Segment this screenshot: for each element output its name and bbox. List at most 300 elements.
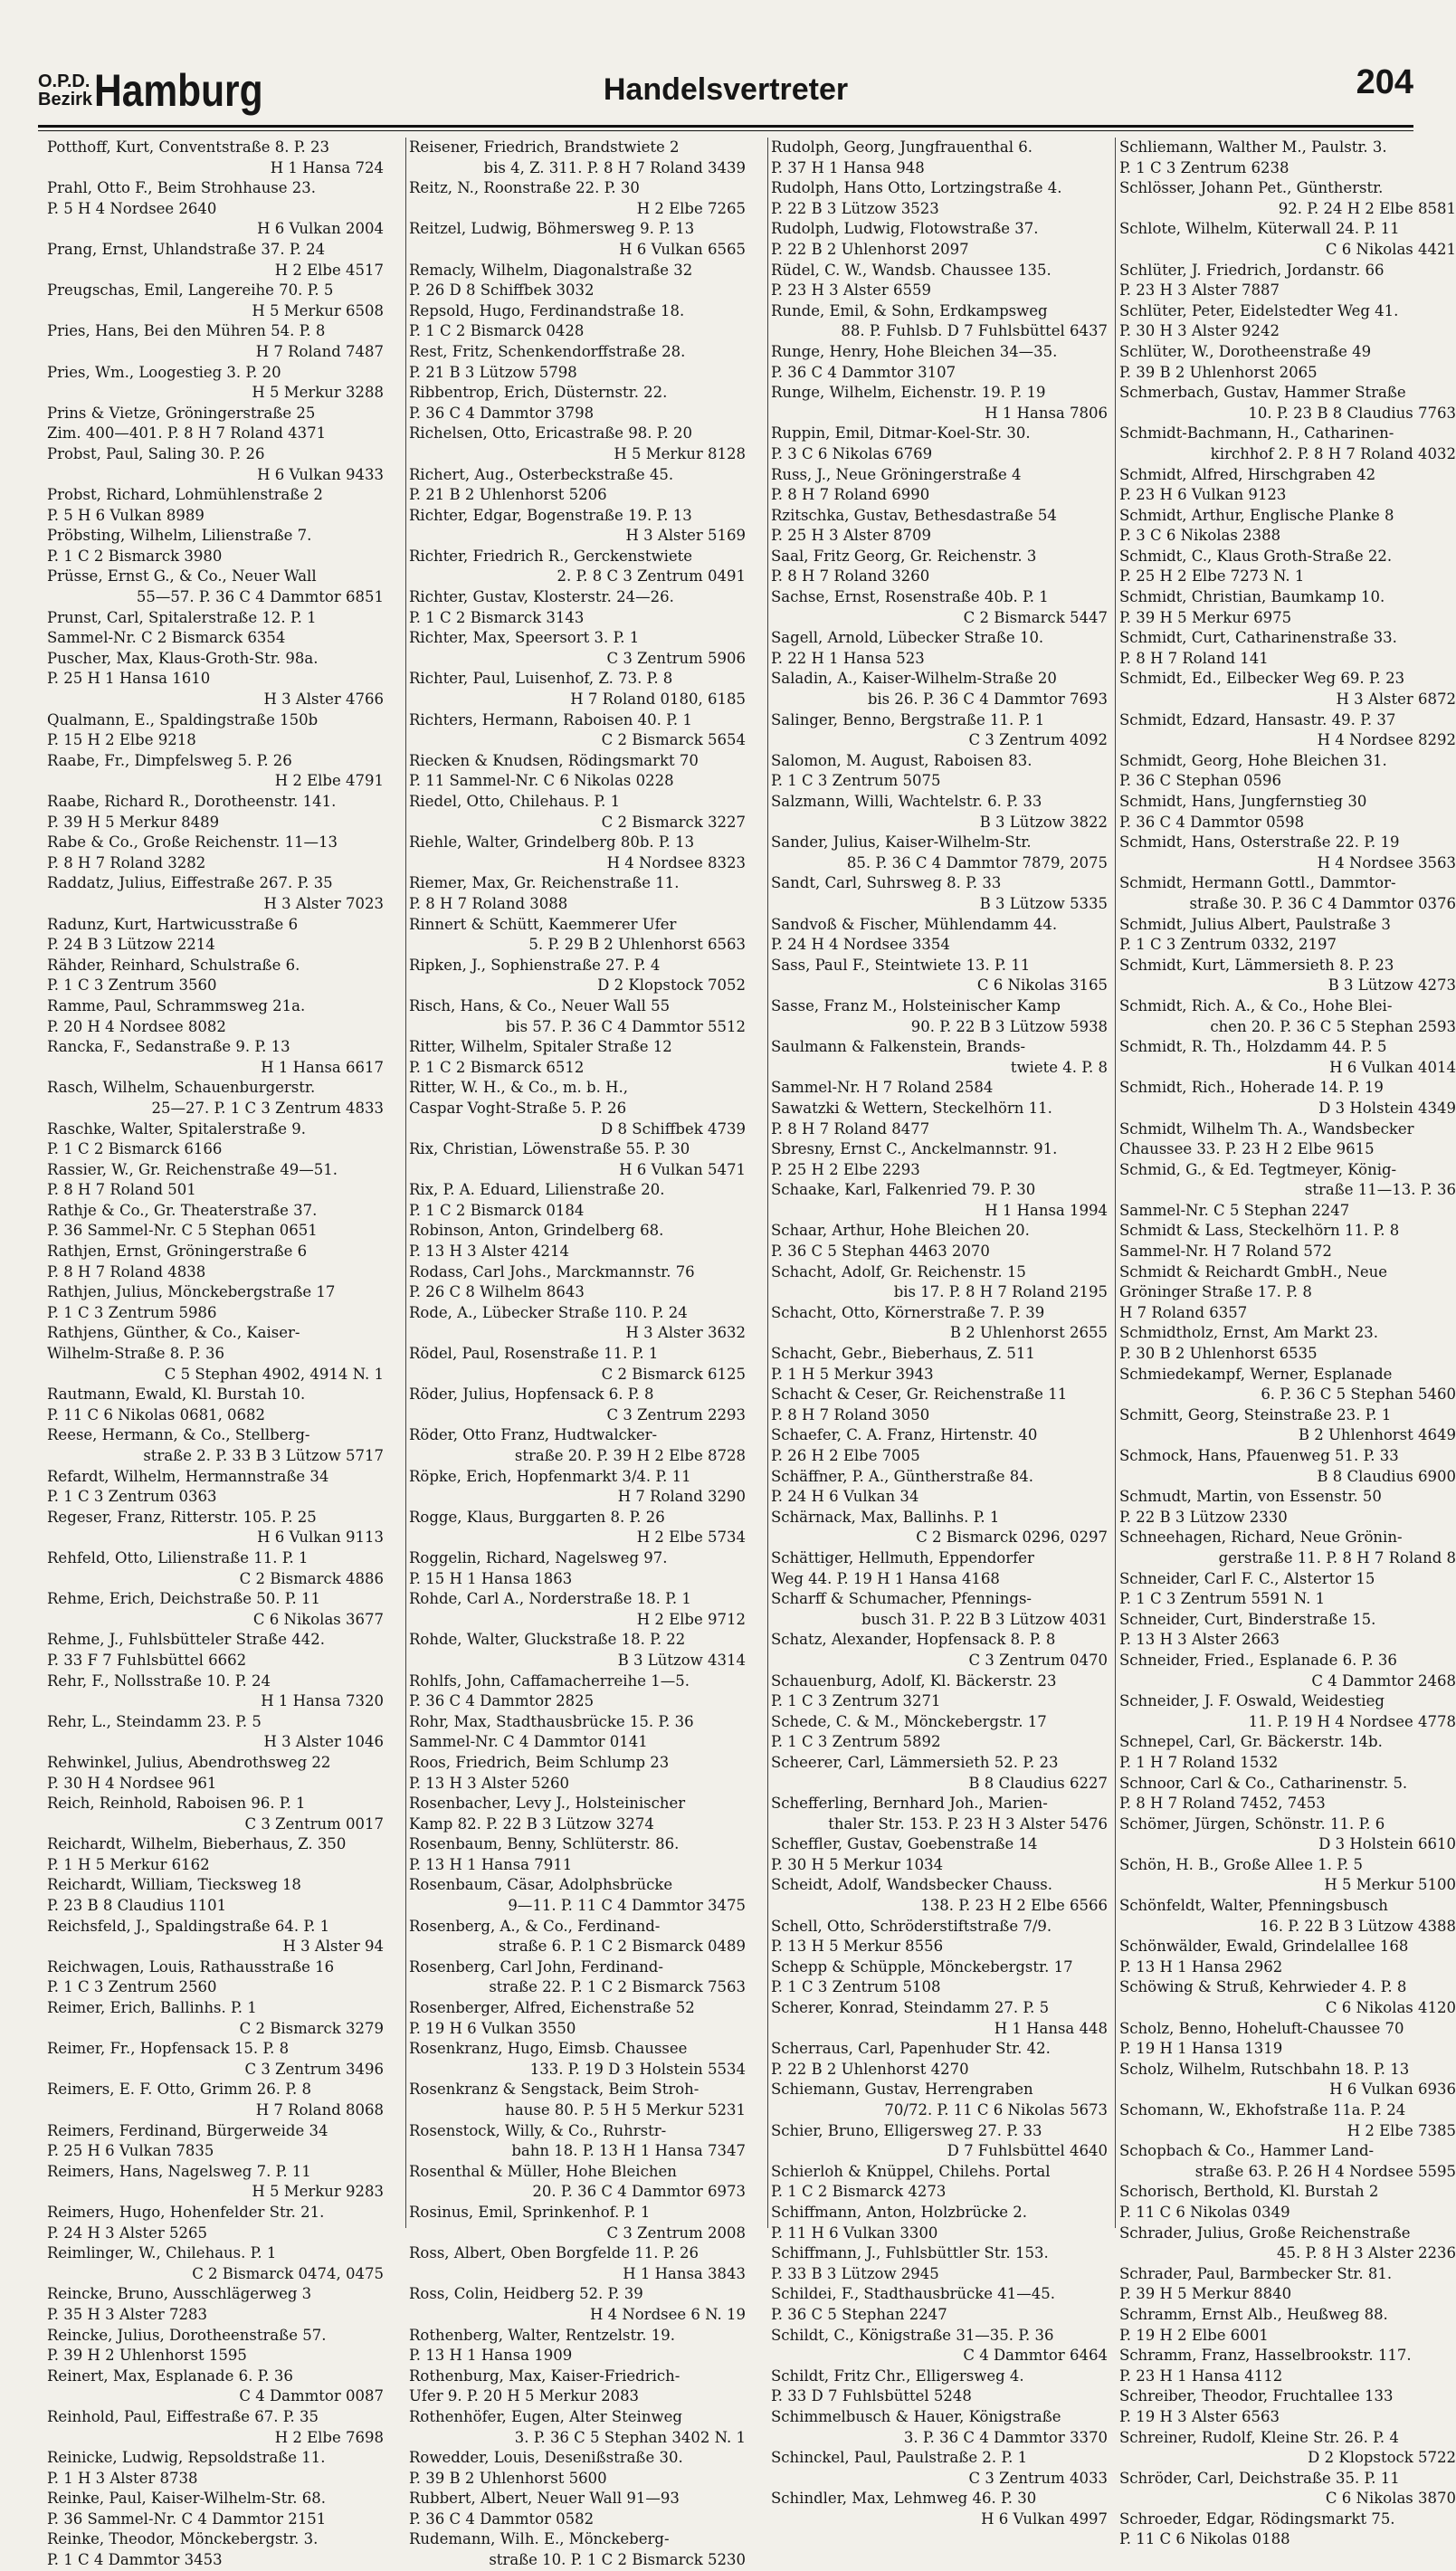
directory-columns [47, 138, 1456, 2569]
entry-name-line: Schmidt, Curt, Catharinenstraße 33. [1119, 629, 1397, 647]
entry-name-line: Rinnert & Schütt, Kaemmerer Ufer [409, 915, 677, 933]
entry-detail-line: P. 23 B 8 Claudius 1101 [47, 1897, 227, 1915]
entry-name-line: Schmudt, Martin, von Essenstr. 50 [1119, 1488, 1382, 1506]
directory-entry [409, 261, 746, 301]
entry-name-line: Pröbsting, Wilhelm, Lilienstraße 7. [47, 527, 312, 545]
entry-detail-line: P. 39 B 2 Uhlenhorst 5600 [409, 2469, 607, 2487]
directory-entry [1119, 261, 1456, 301]
entry-detail-line: P. 19 H 3 Alster 6563 [1119, 2407, 1280, 2425]
entry-name-line: Rosenberger, Alfred, Eichenstraße 52 [409, 1999, 695, 2017]
directory-entry [771, 178, 1108, 219]
directory-entry [1119, 710, 1456, 751]
directory-entry [47, 751, 384, 792]
entry-detail-line: P. 13 H 1 Hansa 2962 [1119, 1957, 1283, 1976]
entry-detail-line: B 8 Claudius 6900 [1317, 1467, 1456, 1485]
directory-entry [409, 751, 746, 792]
entry-detail-line: P. 13 H 1 Hansa 1909 [409, 2347, 573, 2365]
entry-name-line: Reitz, N., Roonstraße 22. P. 30 [409, 179, 640, 197]
entry-detail-line: 88. P. Fuhlsb. D 7 Fuhlsbüttel 6437 [841, 322, 1108, 340]
entry-detail-line: C 2 Bismarck 0474, 0475 [192, 2264, 384, 2282]
entry-detail-line: P. 15 H 2 Elbe 9218 [47, 731, 196, 749]
entry-name-line: Rosenbaum, Cäsar, Adolphsbrücke [409, 1876, 673, 1894]
entry-name-line: Reinke, Paul, Kaiser-Wilhelm-Str. 68. [47, 2490, 327, 2508]
directory-entry [409, 1037, 746, 1078]
directory-entry [47, 833, 384, 873]
entry-detail-line: P. 8 H 7 Roland 3050 [771, 1405, 930, 1424]
entry-name-line: Preugschas, Emil, Langereihe 70. P. 5 [47, 281, 334, 300]
directory-entry [1119, 873, 1456, 914]
entry-detail-line: P. 39 H 5 Merkur 8489 [47, 813, 220, 831]
entry-detail-line: H 5 Merkur 3288 [252, 384, 384, 402]
entry-name-line: Reichardt, William, Tiecksweg 18 [47, 1876, 301, 1894]
entry-name-line: Schättiger, Hellmuth, Eppendorfer [771, 1548, 1034, 1566]
directory-entry [47, 1630, 384, 1671]
directory-entry [47, 1282, 384, 1323]
entry-name-line: Rathjen, Julius, Mönckebergstraße 17 [47, 1283, 336, 1301]
entry-detail-line: twiete 4. P. 8 [1010, 1058, 1108, 1076]
directory-entry [1119, 1037, 1456, 1078]
entry-detail-line: P. 22 B 2 Uhlenhorst 4270 [771, 2060, 969, 2078]
directory-entry [409, 1998, 746, 2039]
directory-entry [771, 1671, 1108, 1712]
entry-detail-line: straße 22. P. 1 C 2 Bismarck 7563 [489, 1978, 746, 1996]
entry-detail-line: B 3 Lützow 5335 [979, 894, 1108, 912]
entry-detail-line: Weg 44. P. 19 H 1 Hansa 4168 [771, 1569, 1000, 1587]
header-rule [38, 125, 1413, 131]
entry-name-line: Rabe & Co., Große Reichenstr. 11—13 [47, 833, 338, 852]
directory-entry [771, 1630, 1108, 1671]
directory-entry [409, 2284, 746, 2325]
directory-entry [1119, 669, 1456, 709]
entry-detail-line: thaler Str. 153. P. 23 H 3 Alster 5476 [828, 1814, 1108, 1833]
directory-column-3 [771, 138, 1108, 2528]
entry-detail-line: P. 33 B 3 Lützow 2945 [771, 2264, 939, 2282]
entry-detail-line: P. 13 H 3 Alster 4214 [409, 1243, 570, 1261]
entry-name-line: Schmidt, Hermann Gottl., Dammtor- [1119, 874, 1396, 892]
directory-entry [409, 2121, 746, 2162]
directory-entry [1119, 1610, 1456, 1651]
entry-detail-line: P. 11 C 6 Nikolas 0681, 0682 [47, 1405, 266, 1424]
directory-entry [1119, 792, 1456, 833]
directory-entry [1119, 2509, 1456, 2550]
directory-entry [47, 1242, 384, 1282]
entry-name-line: Salzmann, Willi, Wachtelstr. 6. P. 33 [771, 793, 1042, 810]
entry-detail-line: P. 26 C 8 Wilhelm 8643 [409, 1283, 585, 1301]
directory-entry [1119, 1814, 1456, 1855]
directory-entry [1119, 1977, 1456, 2018]
directory-entry [409, 547, 746, 587]
directory-entry [1119, 1732, 1456, 1773]
entry-detail-line: P. 26 H 2 Elbe 7005 [771, 1447, 920, 1464]
entry-name-line: Schacht & Ceser, Gr. Reichenstraße 11 [771, 1385, 1068, 1404]
directory-entry [47, 1548, 384, 1589]
directory-entry [409, 424, 746, 464]
directory-entry [47, 2489, 384, 2529]
entry-detail-line: H 1 Hansa 3843 [623, 2264, 746, 2282]
entry-name-line: Richter, Edgar, Bogenstraße 19. P. 13 [409, 506, 692, 524]
entry-detail-line: Sammel-Nr. H 7 Roland 2584 [771, 1079, 994, 1097]
entry-name-line: Sander, Julius, Kaiser-Wilhelm-Str. [771, 833, 1032, 852]
entry-name-line: Qualmann, E., Spaldingstraße 150b [47, 710, 319, 728]
entry-name-line: Schramm, Franz, Hasselbrookstr. 117. [1119, 2347, 1412, 2365]
directory-entry [771, 261, 1108, 301]
entry-name-line: Schiffmann, Anton, Holzbrücke 2. [771, 2203, 1027, 2221]
entry-detail-line: C 2 Bismarck 6125 [601, 1365, 746, 1383]
entry-detail-line: P. 1 H 7 Roland 1532 [1119, 1753, 1279, 1771]
entry-name-line: Reimers, Hans, Nagelsweg 7. P. 11 [47, 2162, 311, 2180]
entry-detail-line: P. 8 H 7 Roland 7452, 7453 [1119, 1795, 1326, 1813]
entry-name-line: Reimer, Fr., Hopfensack 15. P. 8 [47, 2040, 290, 2058]
directory-entry [771, 1875, 1108, 1916]
entry-detail-line: P. 39 H 2 Uhlenhorst 1595 [47, 2347, 247, 2365]
directory-entry [409, 2489, 746, 2529]
entry-name-line: Scholz, Benno, Hoheluft-Chaussee 70 [1119, 2019, 1404, 2037]
entry-detail-line: P. 1 C 2 Bismarck 0184 [409, 1201, 585, 1219]
entry-detail-line: C 3 Zentrum 4092 [968, 731, 1108, 749]
entry-detail-line: H 4 Nordsee 6 N. 19 [589, 2305, 746, 2323]
entry-detail-line: P. 8 H 7 Roland 8477 [771, 1119, 930, 1138]
entry-detail-line: P. 8 H 7 Roland 3088 [409, 894, 568, 912]
directory-entry [771, 996, 1108, 1037]
entry-detail-line: 20. P. 36 C 4 Dammtor 6973 [532, 2183, 746, 2201]
entry-detail-line: D 3 Holstein 4349 [1318, 1099, 1456, 1117]
entry-detail-line: P. 23 H 3 Alster 7887 [1119, 281, 1280, 300]
entry-name-line: Schliemann, Walther M., Paulstr. 3. [1119, 138, 1387, 156]
entry-name-line: Schneider, J. F. Oswald, Weidestieg [1119, 1692, 1385, 1710]
directory-entry [409, 138, 746, 178]
entry-name-line: Sawatzki & Wettern, Steckelhörn 11. [771, 1099, 1052, 1117]
directory-entry [1119, 833, 1456, 873]
directory-entry [409, 2407, 746, 2448]
directory-entry [771, 956, 1108, 996]
directory-entry [1119, 915, 1456, 956]
entry-name-line: H 7 Roland 6357 [1119, 1303, 1248, 1321]
entry-detail-line: D 3 Holstein 6610 [1318, 1835, 1456, 1853]
directory-entry [1119, 1119, 1456, 1160]
entry-name-line: Schindler, Max, Lehmweg 46. P. 30 [771, 2490, 1037, 2508]
entry-name-line: Puscher, Max, Klaus-Groth-Str. 98a. [47, 649, 319, 667]
directory-entry [1119, 2141, 1456, 2182]
directory-entry [771, 1712, 1108, 1753]
entry-detail-line: C 6 Nikolas 4421 [1325, 240, 1456, 258]
directory-entry [47, 404, 384, 444]
entry-detail-line: P. 24 B 3 Lützow 2214 [47, 936, 215, 954]
entry-name-line: Raabe, Fr., Dimpfelsweg 5. P. 26 [47, 751, 292, 769]
directory-entry [771, 792, 1108, 833]
directory-entry [1119, 1569, 1456, 1610]
entry-detail-line: C 3 Zentrum 2008 [606, 2223, 746, 2242]
entry-detail-line: C 2 Bismarck 3279 [239, 2019, 384, 2037]
entry-detail-line: H 5 Merkur 6508 [252, 301, 384, 319]
entry-name-line: Schmidt, Julius Albert, Paulstraße 3 [1119, 915, 1391, 933]
entry-detail-line: 3. P. 36 C 5 Stephan 3402 N. 1 [514, 2428, 746, 2446]
entry-name-line: Schreiber, Theodor, Fruchtallee 133 [1119, 2387, 1394, 2405]
entry-name-line: Prins & Vietze, Gröningerstraße 25 [47, 404, 316, 422]
directory-entry [409, 1078, 746, 1139]
entry-detail-line: P. 33 F 7 Fuhlsbüttel 6662 [47, 1651, 247, 1669]
entry-detail-line: P. 23 H 1 Hansa 4112 [1119, 2366, 1283, 2385]
entry-detail-line: P. 1 C 2 Bismarck 3143 [409, 608, 585, 626]
directory-entry [47, 1794, 384, 1834]
directory-entry [409, 1180, 746, 1221]
entry-detail-line: C 6 Nikolas 3870 [1325, 2490, 1456, 2508]
entry-name-line: Rosinus, Emil, Sprinkenhof. P. 1 [409, 2203, 651, 2221]
directory-entry [1119, 2223, 1456, 2264]
entry-name-line: Schiemann, Gustav, Herrengraben [771, 2081, 1033, 2099]
directory-entry [47, 1712, 384, 1753]
entry-detail-line: P. 24 H 3 Alster 5265 [47, 2223, 208, 2242]
directory-entry [771, 506, 1108, 547]
directory-entry [409, 1139, 746, 1180]
entry-detail-line: 45. P. 8 H 3 Alster 2236 [1276, 2244, 1456, 2262]
directory-entry [409, 2326, 746, 2366]
directory-entry [47, 1957, 384, 1998]
directory-entry [47, 2529, 384, 2570]
entry-name-line: Runge, Wilhelm, Eichenstr. 19. P. 19 [771, 384, 1046, 402]
entry-name-line: Rähder, Reinhard, Schulstraße 6. [47, 956, 300, 974]
entry-name-line: Sachse, Ernst, Rosenstraße 40b. P. 1 [771, 588, 1049, 606]
directory-entry [771, 1508, 1108, 1548]
entry-detail-line: P. 1 C 2 Bismarck 6166 [47, 1140, 223, 1158]
entry-name-line: Scheerer, Carl, Lämmersieth 52. P. 23 [771, 1753, 1059, 1771]
entry-name-line: Richters, Hermann, Raboisen 40. P. 1 [409, 710, 692, 728]
directory-entry [409, 1957, 746, 1998]
entry-name-line: Sandt, Carl, Suhrsweg 8. P. 33 [771, 874, 1002, 892]
directory-entry [47, 1425, 384, 1466]
entry-detail-line: P. 36 C 4 Dammtor 2825 [409, 1692, 595, 1710]
entry-detail-line: P. 1 C 3 Zentrum 0332, 2197 [1119, 936, 1337, 954]
entry-detail-line: P. 36 Sammel-Nr. C 5 Stephan 0651 [47, 1222, 318, 1240]
entry-name-line: Schmidt, Christian, Baumkamp 10. [1119, 588, 1385, 606]
entry-detail-line: H 6 Vulkan 4997 [981, 2509, 1108, 2528]
directory-entry [47, 1834, 384, 1875]
entry-name-line: Schmidt, Hans, Jungfernstieg 30 [1119, 793, 1367, 810]
directory-entry [1119, 2100, 1456, 2141]
entry-name-line: Schopbach & Co., Hammer Land- [1119, 2142, 1375, 2160]
directory-entry [1119, 2060, 1456, 2100]
entry-name-line: Sammel-Nr. C 5 Stephan 2247 [1119, 1201, 1350, 1219]
directory-entry [47, 710, 384, 751]
entry-name-line: Scherer, Konrad, Steindamm 27. P. 5 [771, 1999, 1050, 2017]
entry-detail-line: C 3 Zentrum 0470 [968, 1651, 1108, 1669]
entry-detail-line: P. 36 C 4 Dammtor 3107 [771, 363, 956, 381]
directory-entry [771, 1139, 1108, 1180]
entry-name-line: Runde, Emil, & Sohn, Erdkampsweg [771, 301, 1048, 319]
entry-name-line: Reimer, Erich, Ballinhs. P. 1 [47, 1999, 257, 2017]
entry-name-line: Rohlfs, John, Caffamacherreihe 1—5. [409, 1671, 690, 1690]
entry-detail-line: straße 30. P. 36 C 4 Dammtor 0376 [1189, 894, 1456, 912]
entry-name-line: Rehme, Erich, Deichstraße 50. P. 11 [47, 1590, 321, 1608]
entry-detail-line: P. 13 H 3 Alster 2663 [1119, 1631, 1280, 1649]
directory-entry [771, 2284, 1108, 2325]
directory-entry [47, 1078, 384, 1119]
directory-entry [409, 996, 746, 1037]
entry-detail-line: H 6 Vulkan 4014 [1329, 1058, 1456, 1076]
entry-name-line: Rothenburg, Max, Kaiser-Friedrich- [409, 2366, 680, 2385]
entry-detail-line: C 2 Bismarck 4886 [239, 1569, 384, 1587]
entry-name-line: Schönwälder, Ewald, Grindelallee 168 [1119, 1938, 1409, 1956]
directory-entry [47, 792, 384, 833]
entry-detail-line: P. 8 H 7 Roland 141 [1119, 649, 1269, 667]
directory-entry [1119, 1937, 1456, 1977]
entry-detail-line: Sammel-Nr. C 4 Dammtor 0141 [409, 1733, 648, 1751]
entry-name-line: Schnoor, Carl & Co., Catharinenstr. 5. [1119, 1774, 1408, 1792]
entry-name-line: Schmidt, Edzard, Hansastr. 49. P. 37 [1119, 710, 1396, 728]
directory-entry [771, 1957, 1108, 1998]
directory-entry [47, 2284, 384, 2325]
entry-detail-line: P. 11 Sammel-Nr. C 6 Nikolas 0228 [409, 772, 674, 790]
entry-name-line: Reinke, Theodor, Mönckebergstr. 3. [47, 2530, 319, 2548]
entry-detail-line: C 3 Zentrum 0017 [244, 1814, 384, 1833]
entry-name-line: Schramm, Ernst Alb., Heußweg 88. [1119, 2305, 1388, 2323]
entry-name-line: Robinson, Anton, Grindelberg 68. [409, 1222, 664, 1240]
entry-detail-line: 11. P. 19 H 4 Nordsee 4778 [1248, 1712, 1456, 1730]
entry-name-line: Reincke, Bruno, Ausschlägerweg 3 [47, 2285, 312, 2303]
directory-entry [47, 1753, 384, 1794]
directory-entry [1119, 1262, 1456, 1303]
entry-detail-line: P. 30 H 3 Alster 9242 [1119, 322, 1280, 340]
entry-name-line: Saladin, A., Kaiser-Wilhelm-Straße 20 [771, 670, 1057, 688]
directory-entry [47, 138, 384, 178]
entry-detail-line: H 1 Hansa 7320 [261, 1692, 384, 1710]
entry-name-line: Rothenberg, Walter, Rentzelstr. 19. [409, 2326, 675, 2344]
directory-entry [47, 2080, 384, 2120]
entry-name-line: Schmidt, C., Klaus Groth-Straße 22. [1119, 547, 1393, 565]
entry-name-line: Schimmelbusch & Hauer, Königstraße [771, 2407, 1061, 2425]
directory-entry [47, 649, 384, 710]
directory-entry [409, 1834, 746, 1875]
entry-detail-line: P. 26 D 8 Schiffbek 3032 [409, 281, 595, 300]
entry-detail-line: P. 1 C 3 Zentrum 5075 [771, 772, 941, 790]
entry-detail-line: 138. P. 23 H 2 Elbe 6566 [920, 1897, 1108, 1915]
directory-entry [1119, 1221, 1456, 1262]
entry-detail-line: H 7 Roland 7487 [255, 342, 384, 360]
directory-entry [47, 240, 384, 281]
entry-detail-line: P. 1 C 3 Zentrum 3271 [771, 1692, 941, 1710]
entry-name-line: Rehr, F., Nollsstraße 10. P. 24 [47, 1671, 271, 1690]
directory-entry [771, 2162, 1108, 2203]
entry-name-line: Schömer, Jürgen, Schönstr. 11. P. 6 [1119, 1814, 1385, 1833]
entry-detail-line: straße 11—13. P. 36 [1304, 1181, 1456, 1199]
entry-detail-line: H 1 Hansa 6617 [261, 1058, 384, 1076]
entry-detail-line: H 5 Merkur 8128 [614, 444, 746, 462]
directory-entry [1119, 2386, 1456, 2427]
entry-detail-line: straße 2. P. 33 B 3 Lützow 5717 [143, 1447, 384, 1464]
directory-entry [1119, 1446, 1456, 1487]
directory-entry [47, 567, 384, 607]
entry-detail-line: 85. P. 36 C 4 Dammtor 7879, 2075 [846, 853, 1108, 871]
page-number: 204 [1356, 63, 1413, 101]
directory-entry [47, 1323, 384, 1385]
entry-detail-line: P. 24 H 4 Nordsee 3354 [771, 936, 950, 954]
opd-label: O.P.D. [38, 71, 90, 91]
directory-entry [409, 2366, 746, 2407]
entry-name-line: Schroeder, Edgar, Rödingsmarkt 75. [1119, 2509, 1395, 2528]
entry-detail-line: P. 36 Sammel-Nr. C 4 Dammtor 2151 [47, 2509, 327, 2528]
entry-name-line: Rehfeld, Otto, Lilienstraße 11. P. 1 [47, 1548, 309, 1566]
directory-entry [1119, 2264, 1456, 2305]
directory-entry [47, 1917, 384, 1957]
entry-name-line: Richelsen, Otto, Ericastraße 98. P. 20 [409, 424, 693, 443]
directory-entry [409, 1794, 746, 1834]
directory-entry [409, 1589, 746, 1630]
entry-detail-line: P. 19 H 1 Hansa 1319 [1119, 2040, 1283, 2058]
directory-entry [1119, 1303, 1456, 1324]
entry-name-line: Risch, Hans, & Co., Neuer Wall 55 [409, 996, 671, 1014]
directory-entry [771, 1589, 1108, 1630]
directory-entry [771, 547, 1108, 587]
directory-entry [771, 1834, 1108, 1875]
entry-name-line: Schatz, Alexander, Hopfensack 8. P. 8 [771, 1631, 1056, 1649]
directory-column-2 [409, 138, 746, 2569]
entry-name-line: Reitzel, Ludwig, Böhmersweg 9. P. 13 [409, 220, 695, 238]
directory-entry [771, 710, 1108, 751]
entry-name-line: Prüsse, Ernst G., & Co., Neuer Wall [47, 567, 317, 586]
directory-entry [409, 628, 746, 669]
entry-name-line: Scholz, Wilhelm, Rutschbahn 18. P. 13 [1119, 2060, 1410, 2078]
entry-detail-line: P. 8 H 7 Roland 3260 [771, 567, 930, 586]
directory-entry [771, 873, 1108, 914]
entry-name-line: Schmid, G., & Ed. Tegtmeyer, König- [1119, 1160, 1397, 1178]
entry-name-line: Schefferling, Bernhard Joh., Marien- [771, 1795, 1048, 1813]
directory-entry [1119, 2305, 1456, 2346]
directory-entry [771, 1180, 1108, 1221]
entry-detail-line: P. 20 H 4 Nordsee 8082 [47, 1017, 226, 1035]
directory-entry [771, 1344, 1108, 1385]
directory-entry [1119, 424, 1456, 464]
entry-name-line: Schacht, Gebr., Bieberhaus, Z. 511 [771, 1345, 1035, 1363]
entry-name-line: Schmidt, Hans, Osterstraße 22. P. 19 [1119, 833, 1400, 852]
entry-detail-line: 25—27. P. 1 C 3 Zentrum 4833 [151, 1099, 384, 1117]
directory-entry [409, 2080, 746, 2120]
entry-detail-line: H 5 Merkur 9283 [252, 2183, 384, 2201]
entry-name-line: Schöwing & Struß, Kehrwieder 4. P. 8 [1119, 1978, 1407, 1996]
entry-detail-line: P. 25 H 2 Elbe 7273 N. 1 [1119, 567, 1305, 586]
entry-name-line: Rudolph, Ludwig, Flotowstraße 37. [771, 220, 1039, 238]
entry-detail-line: P. 1 C 3 Zentrum 5892 [771, 1733, 941, 1751]
entry-detail-line: P. 3 C 6 Nikolas 2388 [1119, 527, 1281, 545]
entry-name-line: Rosenkranz & Sengstack, Beim Stroh- [409, 2081, 699, 2099]
entry-name-line: Schönfeldt, Walter, Pfenningsbusch [1119, 1897, 1388, 1915]
directory-entry [409, 1221, 746, 1262]
directory-entry [1119, 1528, 1456, 1568]
directory-entry [1119, 1855, 1456, 1896]
directory-entry [771, 2489, 1108, 2529]
entry-detail-line: bis 57. P. 36 C 4 Dammtor 5512 [505, 1017, 746, 1035]
entry-detail-line: H 1 Hansa 724 [270, 158, 384, 176]
entry-detail-line: H 7 Roland 8068 [255, 2101, 384, 2119]
entry-name-line: Reinhold, Paul, Eiffestraße 67. P. 35 [47, 2407, 319, 2425]
entry-name-line: Ritter, W. H., & Co., m. b. H., [409, 1079, 628, 1097]
entry-name-line: Probst, Richard, Lohmühlenstraße 2 [47, 486, 323, 504]
entry-name-line: Reimers, Hugo, Hohenfelder Str. 21. [47, 2203, 325, 2221]
entry-detail-line: bis 17. P. 8 H 7 Roland 2195 [893, 1283, 1108, 1301]
entry-detail-line: H 2 Elbe 4791 [274, 772, 384, 790]
entry-detail-line: 16. P. 22 B 3 Lützow 4388 [1259, 1917, 1456, 1935]
entry-name-line: Sass, Paul F., Steintwiete 13. P. 11 [771, 956, 1031, 974]
entry-name-line: Schell, Otto, Schröderstiftstraße 7/9. [771, 1917, 1052, 1935]
entry-detail-line: P. 25 H 1 Hansa 1610 [47, 670, 211, 688]
entry-detail-line: Caspar Voght-Straße 5. P. 26 [409, 1099, 627, 1117]
entry-detail-line: P. 21 B 2 Uhlenhorst 5206 [409, 486, 607, 504]
entry-name-line: Schmidt & Lass, Steckelhörn 11. P. 8 [1119, 1222, 1400, 1240]
entry-name-line: Röder, Julius, Hopfensack 6. P. 8 [409, 1385, 654, 1404]
directory-entry [409, 1262, 746, 1303]
directory-entry [1119, 628, 1456, 669]
entry-name-line: Schmidt, Rich. A., & Co., Hohe Blei- [1119, 996, 1393, 1014]
directory-entry [1119, 219, 1456, 260]
directory-entry [1119, 138, 1456, 178]
